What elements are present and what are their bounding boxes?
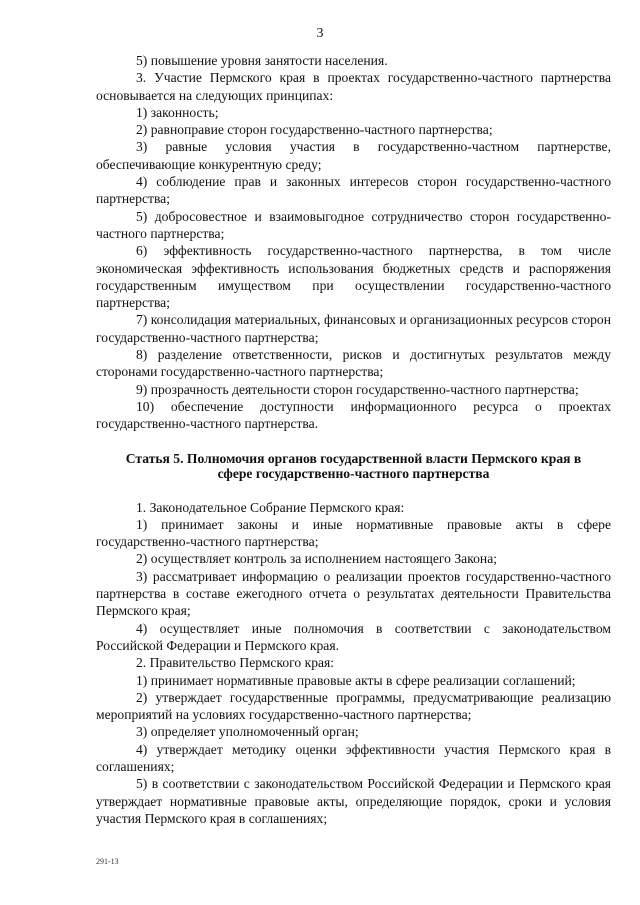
paragraph: 3) равные условия участия в государственно-частном партнерстве, обеспечивающие конкурентную среду; xyxy=(96,139,611,172)
paragraph: 3. Участие Пермского края в проектах государственно-частного партнерства основывается на следующих принципах: xyxy=(96,70,611,103)
principles-list xyxy=(96,52,611,433)
paragraph: 2. Правительство Пермского края: xyxy=(136,655,335,671)
footer-document-code: 291-13 xyxy=(96,857,119,866)
paragraph: 3) определяет уполномоченный орган; xyxy=(136,724,359,740)
document-body xyxy=(96,52,611,827)
paragraph: 9) прозрачность деятельности сторон государственно-частного партнерства; xyxy=(136,381,579,397)
paragraph: 1) законность; xyxy=(136,104,219,120)
paragraph: 5) в соответствии с законодательством Российской Федерации и Пермского края утверждает нормативные правовые акты, определяющие порядок, сроки и условия участия Пермского края в соглашениях; xyxy=(96,776,611,826)
paragraph: 5) повышение уровня занятости населения. xyxy=(136,53,388,68)
paragraph: 1) принимает законы и иные нормативные правовые акты в сфере государственно-частного партнерства; xyxy=(96,516,611,550)
paragraph: 2) утверждает государственные программы, предусматривающие реализацию мероприятий на условиях государственно-частного партнерства; xyxy=(96,689,611,723)
paragraph: 2) равноправие сторон государственно-частного партнерства; xyxy=(136,122,493,138)
paragraph: 3) рассматривает информацию о реализации проектов государственно-частного партнерства в составе ежегодного отчета о результатах деятельности Правительства Пермского края; xyxy=(96,568,611,619)
paragraph: 1. Законодательное Собрание Пермского края: xyxy=(136,499,405,515)
paragraph: 8) разделение ответственности, рисков и достигнутых результатов между сторонами государственно-частного партнерства; xyxy=(96,347,611,380)
paragraph: 4) осуществляет иные полномочия в соответствии с законодательством Российской Федерации и Пермского края. xyxy=(96,620,611,653)
paragraph: 10) обеспечение доступности информационного ресурса о проектах государственно-частного партнерства. xyxy=(96,398,611,432)
article-heading: Статья 5. Полномочия органов государственной власти Пермского края в сфере государственно-частного партнерства xyxy=(125,450,582,481)
paragraph: 6) эффективность государственно-частного партнерства, в том числе экономическая эффективность использования бюджетных средств и распоряжения государственным имуществом при осуществлении государственно-частного партнерства; xyxy=(96,243,611,311)
paragraph: 7) консолидация материальных, финансовых и организационных ресурсов сторон государственно-частного партнерства; xyxy=(96,312,611,345)
paragraph: 5) добросовестное и взаимовыгодное сотрудничество сторон государственно-частного партнерства; xyxy=(96,208,611,241)
powers-list xyxy=(96,499,611,828)
page-number: 3 xyxy=(316,26,324,41)
paragraph: 4) утверждает методику оценки эффективности участия Пермского края в соглашениях; xyxy=(96,741,611,774)
paragraph: 1) принимает нормативные правовые акты в сфере реализации соглашений; xyxy=(136,672,576,688)
paragraph: 4) соблюдение прав и законных интересов сторон государственно-частного партнерства; xyxy=(96,174,611,207)
paragraph: 2) осуществляет контроль за исполнением настоящего Закона; xyxy=(136,551,498,567)
